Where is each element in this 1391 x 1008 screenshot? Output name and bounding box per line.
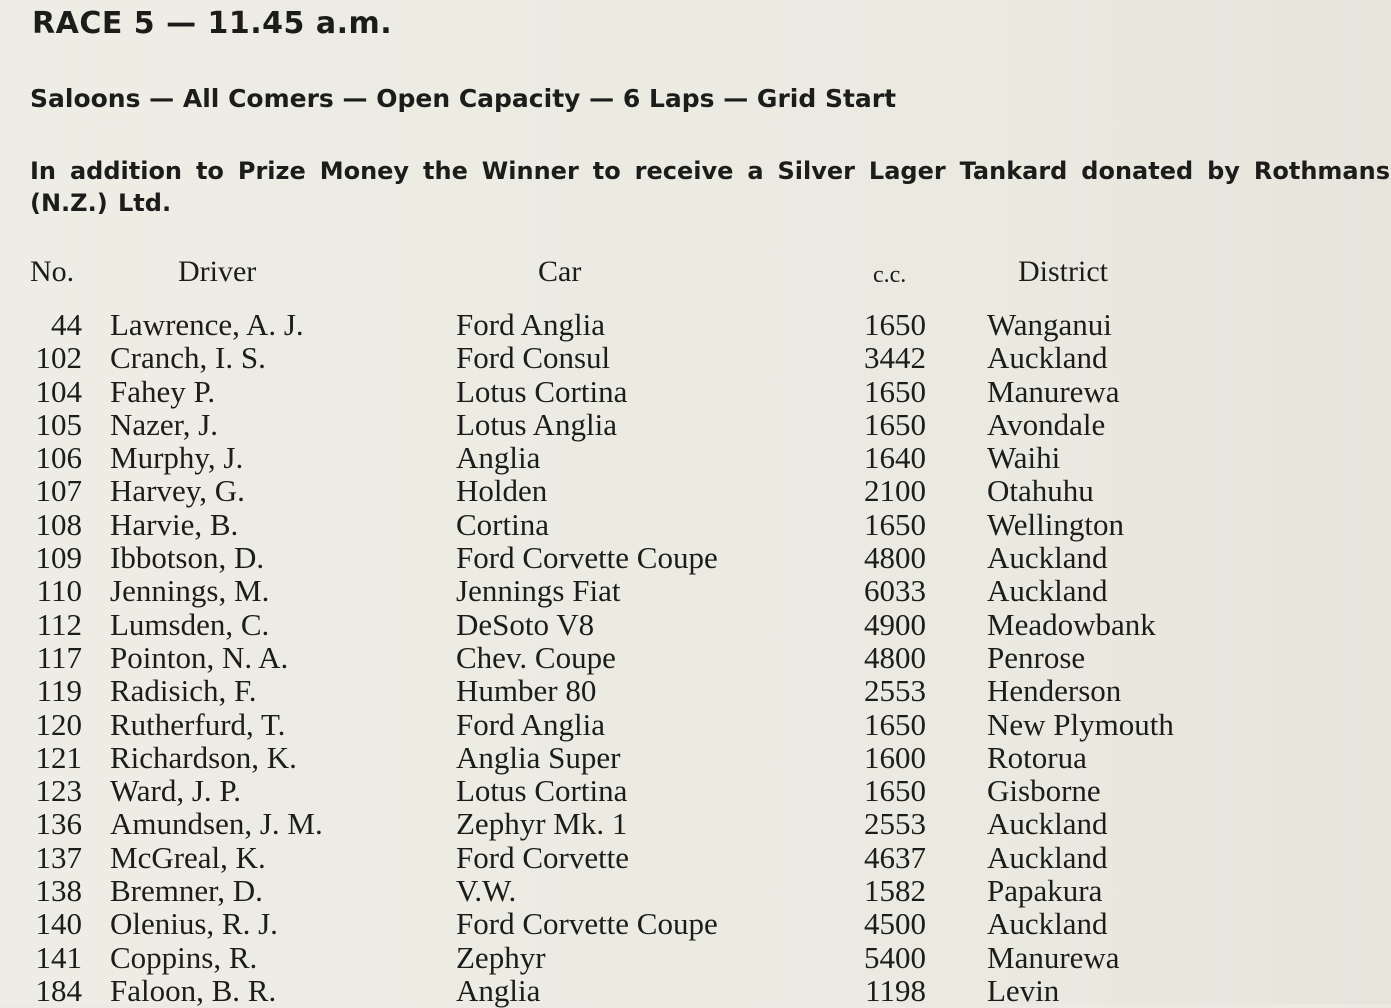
table-row [0, 508, 1391, 541]
car-name: Lotus Cortina [456, 773, 628, 809]
car-name: Anglia Super [456, 739, 621, 775]
engine-cc: 1650 [864, 307, 926, 342]
car-name: Cortina [456, 506, 549, 542]
driver-name: Ibbotson, D. [110, 540, 265, 576]
table-row [0, 574, 1391, 607]
engine-cc: 1582 [864, 873, 926, 909]
engine-cc: 4500 [864, 906, 926, 942]
driver-name: Fahey P. [110, 373, 216, 409]
entry-number: 110 [36, 573, 82, 609]
district-name: Meadowbank [987, 606, 1156, 642]
driver-name: Jennings, M. [110, 573, 270, 609]
engine-cc: 1650 [864, 373, 926, 409]
table-row [0, 841, 1391, 874]
engine-cc: 1650 [864, 406, 926, 442]
car-name: Ford Consul [456, 340, 611, 376]
district-name: Levin [987, 972, 1060, 1008]
table-row [0, 807, 1391, 840]
entry-number: 140 [35, 906, 82, 942]
table-row [0, 641, 1391, 674]
district-name: Auckland [987, 839, 1108, 875]
table-body [0, 308, 1391, 1007]
header-district: District [1018, 255, 1108, 288]
table-row [0, 608, 1391, 641]
district-name: Auckland [987, 906, 1108, 942]
district-name: Wellington [987, 506, 1124, 542]
district-name: Henderson [987, 673, 1122, 709]
engine-cc: 1640 [864, 440, 926, 476]
table-row [0, 375, 1391, 408]
car-name: Ford Anglia [456, 307, 605, 342]
header-cc: c.c. [873, 262, 907, 288]
district-name: Avondale [987, 406, 1106, 442]
car-name: Anglia [456, 972, 541, 1008]
district-name: Auckland [987, 573, 1108, 609]
table-row [0, 541, 1391, 574]
engine-cc: 2553 [864, 673, 926, 709]
district-name: Gisborne [987, 773, 1101, 809]
engine-cc: 1650 [864, 506, 926, 542]
driver-name: McGreal, K. [110, 839, 266, 875]
entry-number: 117 [36, 639, 82, 675]
car-name: DeSoto V8 [456, 606, 595, 642]
entry-number: 106 [35, 440, 82, 476]
district-name: Auckland [987, 340, 1108, 376]
engine-cc: 3442 [864, 340, 926, 376]
driver-name: Harvey, G. [110, 473, 245, 509]
car-name: Ford Corvette Coupe [456, 540, 718, 576]
district-name: Manurewa [987, 939, 1120, 975]
district-name: Waihi [987, 440, 1061, 476]
district-name: Auckland [987, 806, 1108, 842]
district-name: Manurewa [987, 373, 1120, 409]
entry-number: 120 [35, 706, 82, 742]
driver-name: Harvie, B. [110, 506, 239, 542]
entry-number: 141 [35, 939, 82, 975]
entry-number: 107 [35, 473, 82, 509]
entry-number: 109 [35, 540, 82, 576]
table-row [0, 708, 1391, 741]
car-name: Anglia [456, 440, 541, 476]
table-row [0, 308, 1391, 341]
driver-name: Amundsen, J. M. [110, 806, 323, 842]
district-name: Papakura [987, 873, 1103, 909]
driver-name: Nazer, J. [110, 406, 219, 442]
table-row [0, 941, 1391, 974]
table-row [0, 441, 1391, 474]
entry-number: 102 [35, 340, 82, 376]
driver-name: Pointon, N. A. [110, 639, 289, 675]
car-name: Holden [456, 473, 548, 509]
entry-number: 108 [35, 506, 82, 542]
entry-number: 136 [35, 806, 82, 842]
table-row [0, 907, 1391, 940]
driver-name: Radisich, F. [110, 673, 257, 709]
car-name: Ford Anglia [456, 706, 605, 742]
driver-name: Bremner, D. [110, 873, 263, 909]
driver-name: Lawrence, A. J. [110, 307, 304, 342]
entry-number: 184 [35, 972, 82, 1008]
driver-name: Ward, J. P. [110, 773, 241, 809]
driver-name: Rutherfurd, T. [110, 706, 286, 742]
engine-cc: 4900 [864, 606, 926, 642]
engine-cc: 1650 [864, 773, 926, 809]
entry-number: 44 [51, 307, 82, 342]
car-name: Ford Corvette Coupe [456, 906, 718, 942]
engine-cc: 1650 [864, 706, 926, 742]
table-row [0, 408, 1391, 441]
race-title: RACE 5 — 11.45 a.m. [32, 6, 393, 41]
car-name: Ford Corvette [456, 839, 630, 875]
driver-name: Richardson, K. [110, 739, 297, 775]
engine-cc: 2100 [864, 473, 926, 509]
driver-name: Cranch, I. S. [110, 340, 266, 376]
district-name: New Plymouth [987, 706, 1174, 742]
district-name: Penrose [987, 639, 1086, 675]
driver-name: Coppins, R. [110, 939, 258, 975]
car-name: Chev. Coupe [456, 639, 616, 675]
car-name: Humber 80 [456, 673, 597, 709]
table-row [0, 774, 1391, 807]
car-name: V.W. [456, 873, 517, 909]
entry-number: 121 [35, 739, 82, 775]
car-name: Lotus Cortina [456, 373, 628, 409]
car-name: Jennings Fiat [456, 573, 621, 609]
car-name: Zephyr Mk. 1 [456, 806, 628, 842]
entry-number: 104 [35, 373, 82, 409]
race-subtitle: Saloons — All Comers — Open Capacity — 6 Laps — Grid Start [30, 84, 897, 113]
entry-number: 105 [35, 406, 82, 442]
header-driver: Driver [178, 255, 257, 288]
engine-cc: 2553 [864, 806, 926, 842]
district-name: Auckland [987, 540, 1108, 576]
engine-cc: 4637 [864, 839, 926, 875]
engine-cc: 1600 [864, 739, 926, 775]
entry-number: 112 [36, 606, 82, 642]
table-row [0, 974, 1391, 1007]
district-name: Rotorua [987, 739, 1087, 775]
entry-number: 137 [35, 839, 82, 875]
header-no: No. [30, 255, 75, 288]
district-name: Otahuhu [987, 473, 1094, 509]
table-row [0, 474, 1391, 507]
driver-name: Olenius, R. J. [110, 906, 278, 942]
driver-name: Lumsden, C. [110, 606, 270, 642]
engine-cc: 4800 [864, 639, 926, 675]
prize-note: In addition to Prize Money the Winner to receive a Silver Lager Tankard donated by Rothmans (N.Z.) Ltd. [30, 157, 1390, 217]
driver-name: Faloon, B. R. [110, 972, 277, 1008]
engine-cc: 1198 [865, 972, 926, 1008]
district-name: Wanganui [987, 307, 1112, 342]
engine-cc: 4800 [864, 540, 926, 576]
table-row [0, 874, 1391, 907]
header-car: Car [538, 255, 582, 288]
car-name: Lotus Anglia [456, 406, 618, 442]
table-row [0, 674, 1391, 707]
entry-number: 138 [35, 873, 82, 909]
table-row [0, 341, 1391, 374]
car-name: Zephyr [456, 939, 546, 975]
entry-number: 119 [36, 673, 82, 709]
engine-cc: 6033 [864, 573, 926, 609]
entry-number: 123 [35, 773, 82, 809]
engine-cc: 5400 [864, 939, 926, 975]
driver-name: Murphy, J. [110, 440, 244, 476]
table-row [0, 741, 1391, 774]
